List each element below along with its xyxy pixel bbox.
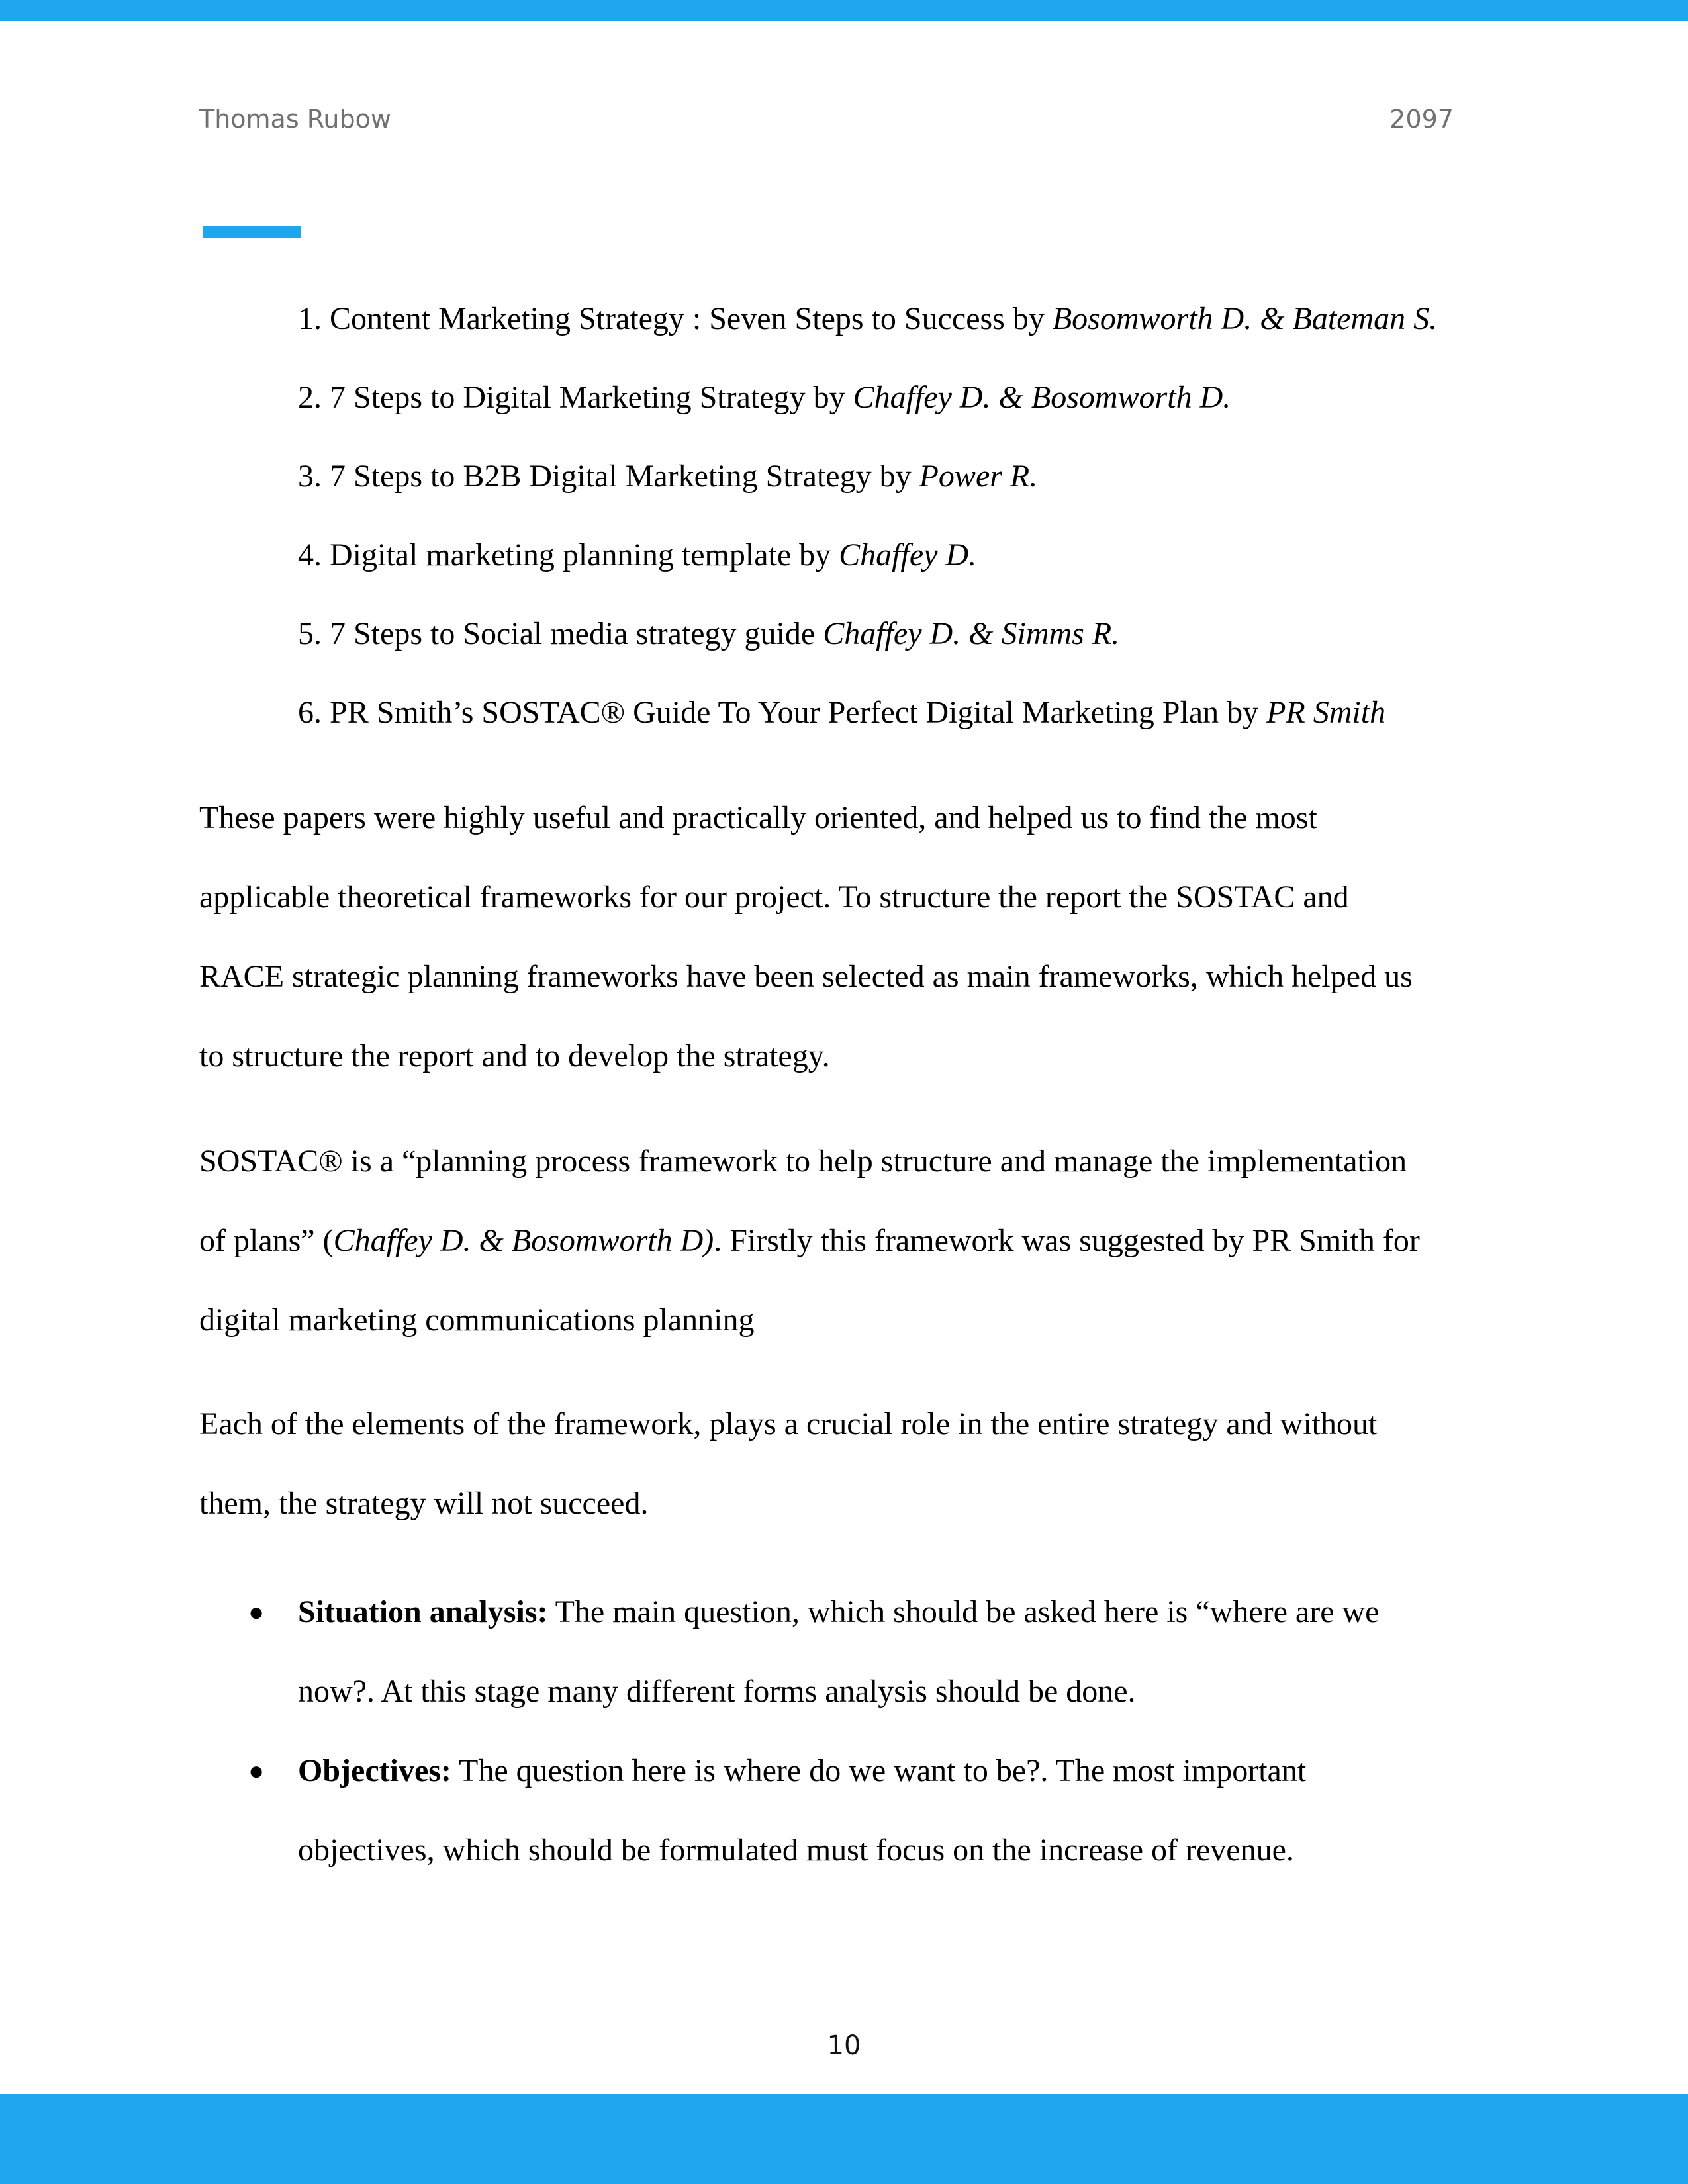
page-number: 10 (827, 2030, 861, 2061)
bullet-text: The question here is where do we want to be?. The most important (451, 1753, 1307, 1788)
section-accent-rule (203, 226, 301, 238)
framework-bullet-list (199, 1572, 1490, 1890)
reference-authors: Chaffey D. (839, 537, 977, 572)
reference-authors: Chaffey D. & Bosomworth D. (853, 380, 1231, 415)
citation: Chaffey D. & Bosomworth D) (333, 1223, 714, 1258)
paragraph-papers-usefulness (199, 778, 1490, 1096)
list-item (298, 689, 1556, 768)
reference-title: 3. 7 Steps to B2B Digital Marketing Strategy by (298, 459, 919, 494)
header-author: Thomas Rubow (199, 105, 391, 134)
reference-authors: Power R. (919, 459, 1038, 494)
list-item (298, 610, 1556, 689)
reference-authors: PR Smith (1266, 695, 1386, 730)
reference-list (298, 295, 1556, 768)
reference-title: 4. Digital marketing planning template by (298, 537, 839, 572)
bullet-objectives (199, 1731, 1490, 1890)
text-run: of plans” ( (199, 1223, 334, 1258)
paragraph-line: SOSTAC® is a “planning process framework to help structure and manage the implementation (199, 1144, 1407, 1179)
paragraph-line: Each of the elements of the framework, plays a crucial role in the entire strategy and without (199, 1406, 1378, 1441)
reference-title: 6. PR Smith’s SOSTAC® Guide To Your Perfect Digital Marketing Plan by (298, 695, 1267, 730)
paragraph-line: them, the strategy will not succeed. (199, 1486, 649, 1521)
paragraph-line: These papers were highly useful and practically oriented, and helped us to find the most (199, 800, 1317, 835)
text-run: . Firstly this framework was suggested by PR Smith for (714, 1223, 1420, 1258)
header-number: 2097 (1389, 105, 1454, 134)
bullet-line (298, 1731, 1490, 1811)
bullet-term: Situation analysis: (298, 1594, 548, 1629)
paragraph-framework-elements (199, 1385, 1490, 1543)
list-item (298, 453, 1556, 531)
bullet-line: objectives, which should be formulated must focus on the increase of revenue. (298, 1833, 1294, 1868)
bullet-situation-analysis (199, 1572, 1490, 1731)
paragraph-line: RACE strategic planning frameworks have been selected as main frameworks, which helped us (199, 959, 1413, 994)
reference-title: 2. 7 Steps to Digital Marketing Strategy by (298, 380, 853, 415)
bullet-line: now?. At this stage many different forms analysis should be done. (298, 1674, 1136, 1709)
reference-title: 5. 7 Steps to Social media strategy guide (298, 616, 823, 651)
paragraph-line (199, 1201, 1490, 1281)
bottom-accent-bar (0, 2094, 1688, 2184)
list-item (298, 531, 1556, 610)
reference-title: 1. Content Marketing Strategy : Seven Steps to Success by (298, 301, 1053, 336)
top-accent-bar (0, 0, 1688, 21)
bullet-marker: ● (248, 1597, 265, 1627)
list-item (298, 295, 1556, 374)
paragraph-line: applicable theoretical frameworks for our project. To structure the report the SOSTAC and (199, 880, 1349, 915)
bullet-term: Objectives: (298, 1753, 451, 1788)
reference-authors: Chaffey D. & Simms R. (823, 616, 1120, 651)
reference-authors: Bosomworth D. & Bateman S. (1052, 301, 1438, 336)
bullet-line (298, 1572, 1490, 1652)
list-item (298, 374, 1556, 453)
paragraph-sostac-definition (199, 1122, 1490, 1360)
bullet-text: The main question, which should be asked here is “where are we (547, 1594, 1380, 1629)
bullet-marker: ● (248, 1756, 265, 1786)
paragraph-line: digital marketing communications planning (199, 1302, 755, 1338)
paragraph-line: to structure the report and to develop the strategy. (199, 1038, 830, 1073)
